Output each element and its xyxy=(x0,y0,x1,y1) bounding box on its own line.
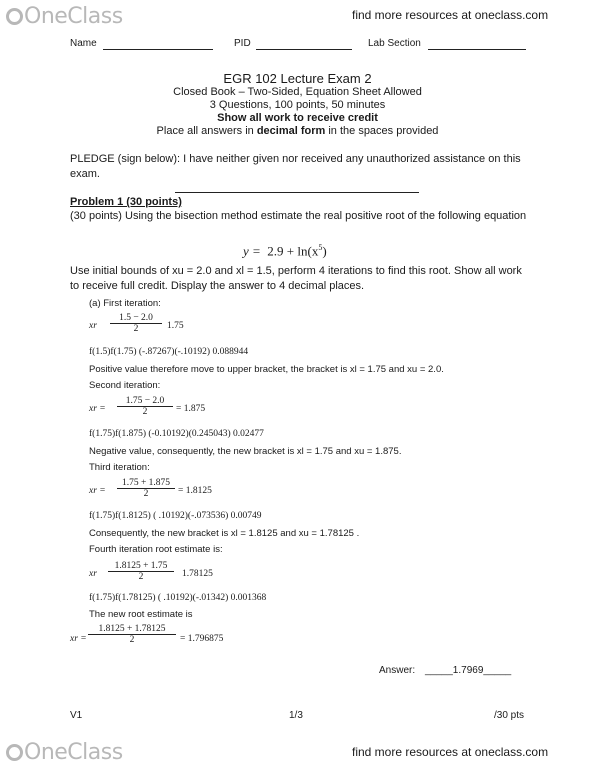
name-field[interactable] xyxy=(103,49,213,50)
oneclass-logo: OneClass xyxy=(6,4,123,29)
exam-rules-line2: 3 Questions, 100 points, 50 minutes xyxy=(209,99,386,111)
signature-line[interactable] xyxy=(175,192,419,193)
answer-label: Answer: xyxy=(379,665,416,676)
iter4-fraction: $\frac{1.8125 + 1.75}{2}$ xyxy=(108,561,174,582)
lab-section-field[interactable] xyxy=(428,49,526,50)
problem-instructions: Use initial bounds of xu = 2.0 and xl = 1.5, perform 4 iterations to find this root. Show all work to receive full credit. Display the answer to 4 decimal places. xyxy=(70,265,522,292)
iter3-product: f(1.75)f(1.8125) ( .10192)(-.073536) 0.00749 xyxy=(89,511,262,521)
iter1-fraction: $\frac{1.5 - 2.0}{2}$ xyxy=(110,313,162,334)
page-number: 1/3 xyxy=(289,710,303,721)
version-label: V1 xyxy=(70,710,83,721)
iter4-label: Fourth iteration root estimate is: xyxy=(89,544,223,555)
oneclass-logo-bottom: OneClass xyxy=(6,740,123,765)
iter2-note: Negative value, consequently, the new bracket is xl = 1.75 and xu = 1.875. xyxy=(89,446,402,457)
iter1-note: Positive value therefore move to upper bracket, the bracket is xl = 1.75 and xu = 2.0. xyxy=(89,364,444,375)
exam-rules-line1: Closed Book – Two-Sided, Equation Sheet Allowed xyxy=(173,86,422,98)
iter2-xr: xr = xyxy=(89,404,106,414)
logo-ring-icon xyxy=(6,8,23,25)
problem-statement: (30 points) Using the bisection method estimate the real positive root of the following equation xyxy=(70,210,527,222)
iter1-product: f(1.5)f(1.75) (-.87267)(-.10192) 0.088944 xyxy=(89,347,249,357)
pid-field[interactable] xyxy=(256,49,352,50)
problem-heading: Problem 1 (30 points) xyxy=(70,196,182,208)
iter3-fraction: $\frac{1.75 + 1.875}{2}$ xyxy=(117,478,175,499)
iter3-label: Third iteration: xyxy=(89,462,150,473)
points-label: /30 pts xyxy=(494,710,525,721)
equation: $y = 2.9 + \ln(x^5)$ xyxy=(243,243,327,259)
bottom-promo-link[interactable]: find more resources at oneclass.com xyxy=(352,745,549,759)
iter4-xr: xr xyxy=(89,569,97,579)
iter1-xr: xr xyxy=(89,321,97,331)
iter4-result: 1.78125 xyxy=(182,569,213,579)
iter1-label: (a) First iteration: xyxy=(89,298,161,309)
pid-label: PID xyxy=(234,38,251,49)
iter2-label: Second iteration: xyxy=(89,380,161,391)
pledge-text: PLEDGE (sign below): I have neither given nor received any unauthorized assistance on this exam. xyxy=(70,153,521,180)
iter3-note: Consequently, the new bracket is xl = 1.8125 and xu = 1.78125 . xyxy=(89,528,360,539)
lab-section-label: Lab Section xyxy=(368,38,421,49)
iter2-product: f(1.75)f(1.875) (-0.10192)(0.245043) 0.02477 xyxy=(89,429,264,439)
iter3-xr: xr = xyxy=(89,486,106,496)
iter5-result: = 1.796875 xyxy=(180,634,224,644)
logo-ring-icon xyxy=(6,744,23,761)
iter2-result: = 1.875 xyxy=(176,404,206,414)
exam-rules-line3: Show all work to receive credit xyxy=(217,112,378,124)
iter5-xr: xr = xyxy=(70,634,87,644)
name-label: Name xyxy=(70,38,97,49)
iter4-product: f(1.75)f(1.78125) ( .10192)(-.01342) 0.001368 xyxy=(89,593,267,603)
exam-title: EGR 102 Lecture Exam 2 xyxy=(223,71,372,86)
iter3-result: = 1.8125 xyxy=(178,486,212,496)
answer-field[interactable]: _____1.7969_____ xyxy=(425,665,512,676)
iter2-fraction: $\frac{1.75 - 2.0}{2}$ xyxy=(117,396,173,417)
iter5-label: The new root estimate is xyxy=(89,609,193,620)
exam-rules-line4: Place all answers in decimal form in the spaces provided xyxy=(156,125,439,137)
top-promo-link[interactable]: find more resources at oneclass.com xyxy=(352,8,549,22)
iter1-result: 1.75 xyxy=(167,321,184,331)
iter5-fraction: $\frac{1.8125 + 1.78125}{2}$ xyxy=(88,624,176,645)
